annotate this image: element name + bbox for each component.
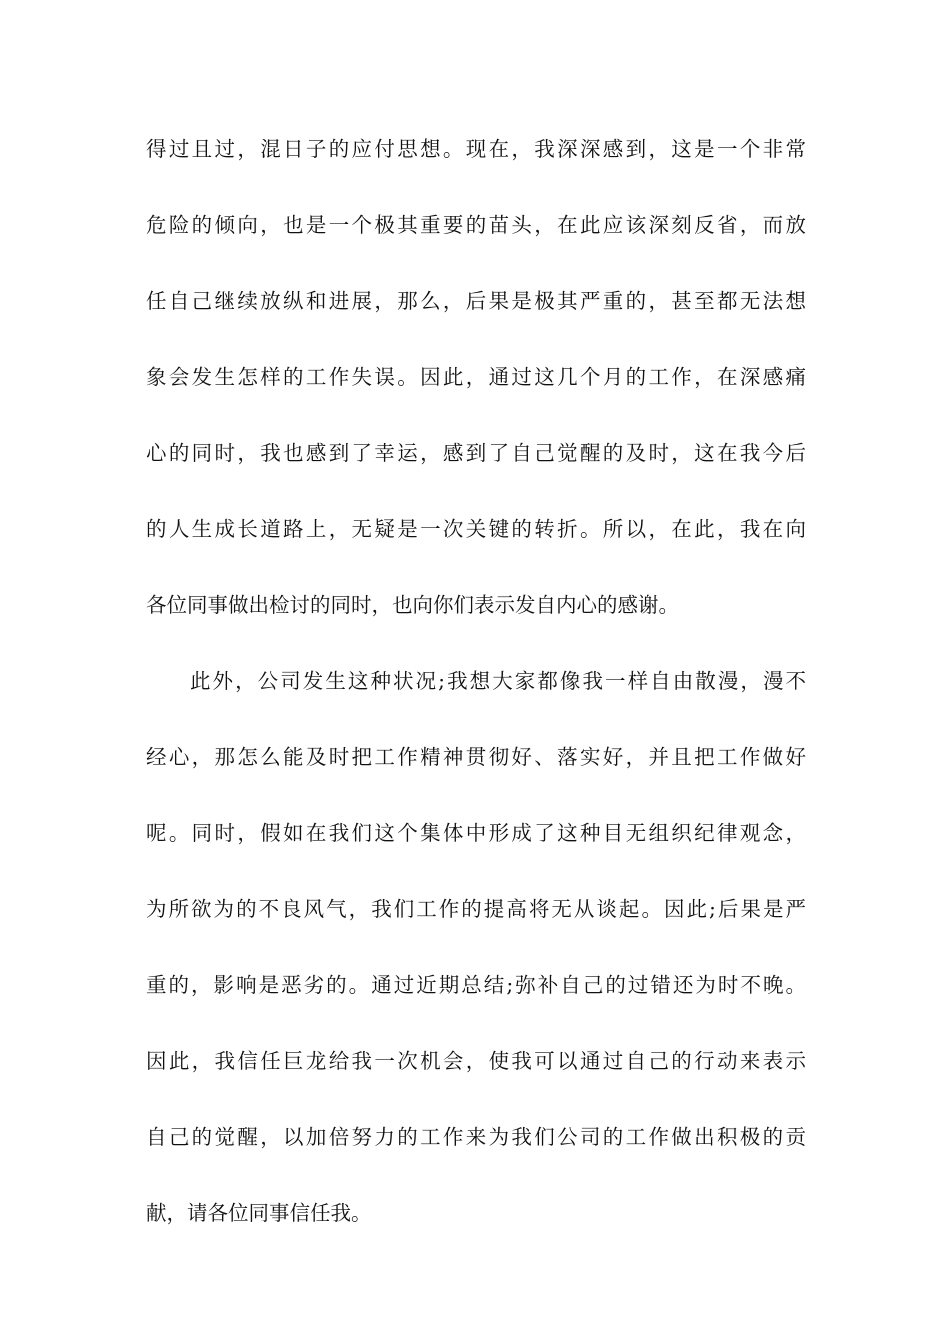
text-line: 为所欲为的不良风气，我们工作的提高将无从谈起。因此;后果是严 [146,897,806,921]
text-line: 因此，我信任巨龙给我一次机会，使我可以通过自己的行动来表示 [146,1049,806,1073]
text-line: 自己的觉醒，以加倍努力的工作来为我们公司的工作做出积极的贡 [146,1125,806,1149]
text-line: 得过且过，混日子的应付思想。现在，我深深感到，这是一个非常 [146,137,806,161]
text-line: 的人生成长道路上，无疑是一次关键的转折。所以，在此，我在向 [146,517,806,541]
text-line: 任自己继续放纵和进展，那么，后果是极其严重的，甚至都无法想 [146,289,806,313]
text-line: 各位同事做出检讨的同时，也向你们表示发自内心的感谢。 [146,593,679,617]
text-line: 此外，公司发生这种状况;我想大家都像我一样自由散漫，漫不 [190,669,806,693]
text-line: 呢。同时，假如在我们这个集体中形成了这种目无组织纪律观念， [146,821,806,845]
text-line: 象会发生怎样的工作失误。因此，通过这几个月的工作，在深感痛 [146,365,806,389]
text-line: 经心，那怎么能及时把工作精神贯彻好、落实好，并且把工作做好 [146,745,806,769]
text-line: 献，请各位同事信任我。 [146,1201,372,1225]
text-line: 重的，影响是恶劣的。通过近期总结;弥补自己的过错还为时不晚。 [146,973,806,997]
text-line: 危险的倾向，也是一个极其重要的苗头，在此应该深刻反省，而放 [146,213,806,237]
text-line: 心的同时，我也感到了幸运，感到了自己觉醒的及时，这在我今后 [146,441,806,465]
